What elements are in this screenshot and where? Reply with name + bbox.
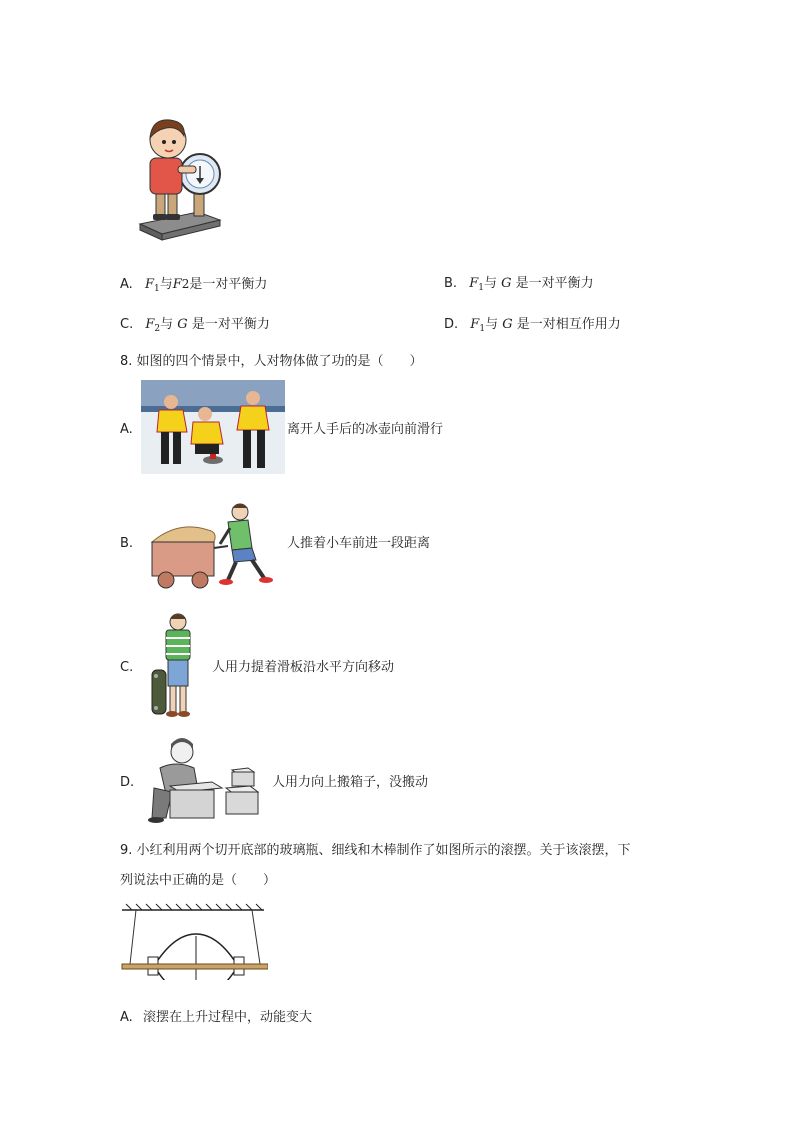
option-letter: D. (444, 317, 459, 332)
force-subscript: 2 (181, 277, 190, 291)
conjunction: 与 (483, 276, 497, 291)
q7-option-c[interactable] (120, 316, 270, 338)
q8-option-d-text: 人用力向上搬箱子，没搬动 (272, 775, 429, 790)
q8-question: 8. 如图的四个情景中，人对物体做了功的是（ ） (120, 354, 423, 369)
force-subscript: 1 (153, 284, 160, 294)
option-letter: B. (444, 276, 458, 291)
q9-question-line1: 9. 小红利用两个切开底部的玻璃瓶、细线和木棒制作了如图所示的滚摆。关于该滚摆，下 (120, 843, 631, 858)
q7-option-b[interactable] (444, 275, 594, 297)
q8-option-a-text: 离开人手后的冰壶向前滑行 (287, 422, 444, 437)
option-text: 是一对平衡力 (191, 317, 270, 332)
gravity-symbol: G (502, 317, 513, 332)
boy-on-scale-figure (138, 112, 224, 244)
option-text: 滚摆在上升过程中，动能变大 (142, 1010, 312, 1025)
q9-option-a[interactable] (120, 1009, 312, 1027)
gravity-symbol: G (501, 276, 512, 291)
q8-option-c-letter[interactable]: C. (120, 660, 134, 675)
force-symbol: F (172, 277, 182, 292)
q8-option-c-text: 人用力提着滑板沿水平方向移动 (212, 660, 395, 675)
conjunction: 与 (160, 317, 174, 332)
curling-photo (141, 380, 285, 474)
option-text: 是一对相互作用力 (516, 317, 621, 332)
q9-question-line2: 列说法中正确的是（ ） (120, 873, 277, 888)
force-subscript: 1 (478, 283, 484, 293)
force-symbol: F (469, 276, 479, 291)
q7-option-a[interactable] (120, 275, 267, 298)
carrying-skateboard-figure (150, 612, 202, 724)
gravity-symbol: G (177, 317, 188, 332)
force-subscript: 1 (479, 324, 486, 334)
pushing-cart-figure (148, 502, 278, 590)
option-letter: A. (120, 1010, 133, 1025)
q8-option-d-letter[interactable]: D. (120, 775, 135, 790)
option-letter: C. (120, 317, 134, 332)
lifting-box-figure (146, 738, 264, 824)
q8-option-b-text: 人推着小车前进一段距离 (287, 536, 431, 551)
force-symbol: F (144, 277, 154, 292)
q8-option-b-letter[interactable]: B. (120, 536, 134, 551)
rolling-pendulum-diagram (118, 902, 268, 980)
option-text: 是一对平衡力 (189, 277, 268, 292)
q8-option-a-letter[interactable]: A. (120, 422, 133, 437)
option-letter: A. (120, 277, 133, 292)
force-symbol: F (470, 317, 480, 332)
force-subscript: 2 (154, 324, 161, 334)
conjunction: 与 (159, 277, 173, 292)
conjunction: 与 (485, 317, 499, 332)
option-text: 是一对平衡力 (515, 276, 594, 291)
force-symbol: F (145, 317, 155, 332)
q7-option-d[interactable] (444, 316, 621, 338)
